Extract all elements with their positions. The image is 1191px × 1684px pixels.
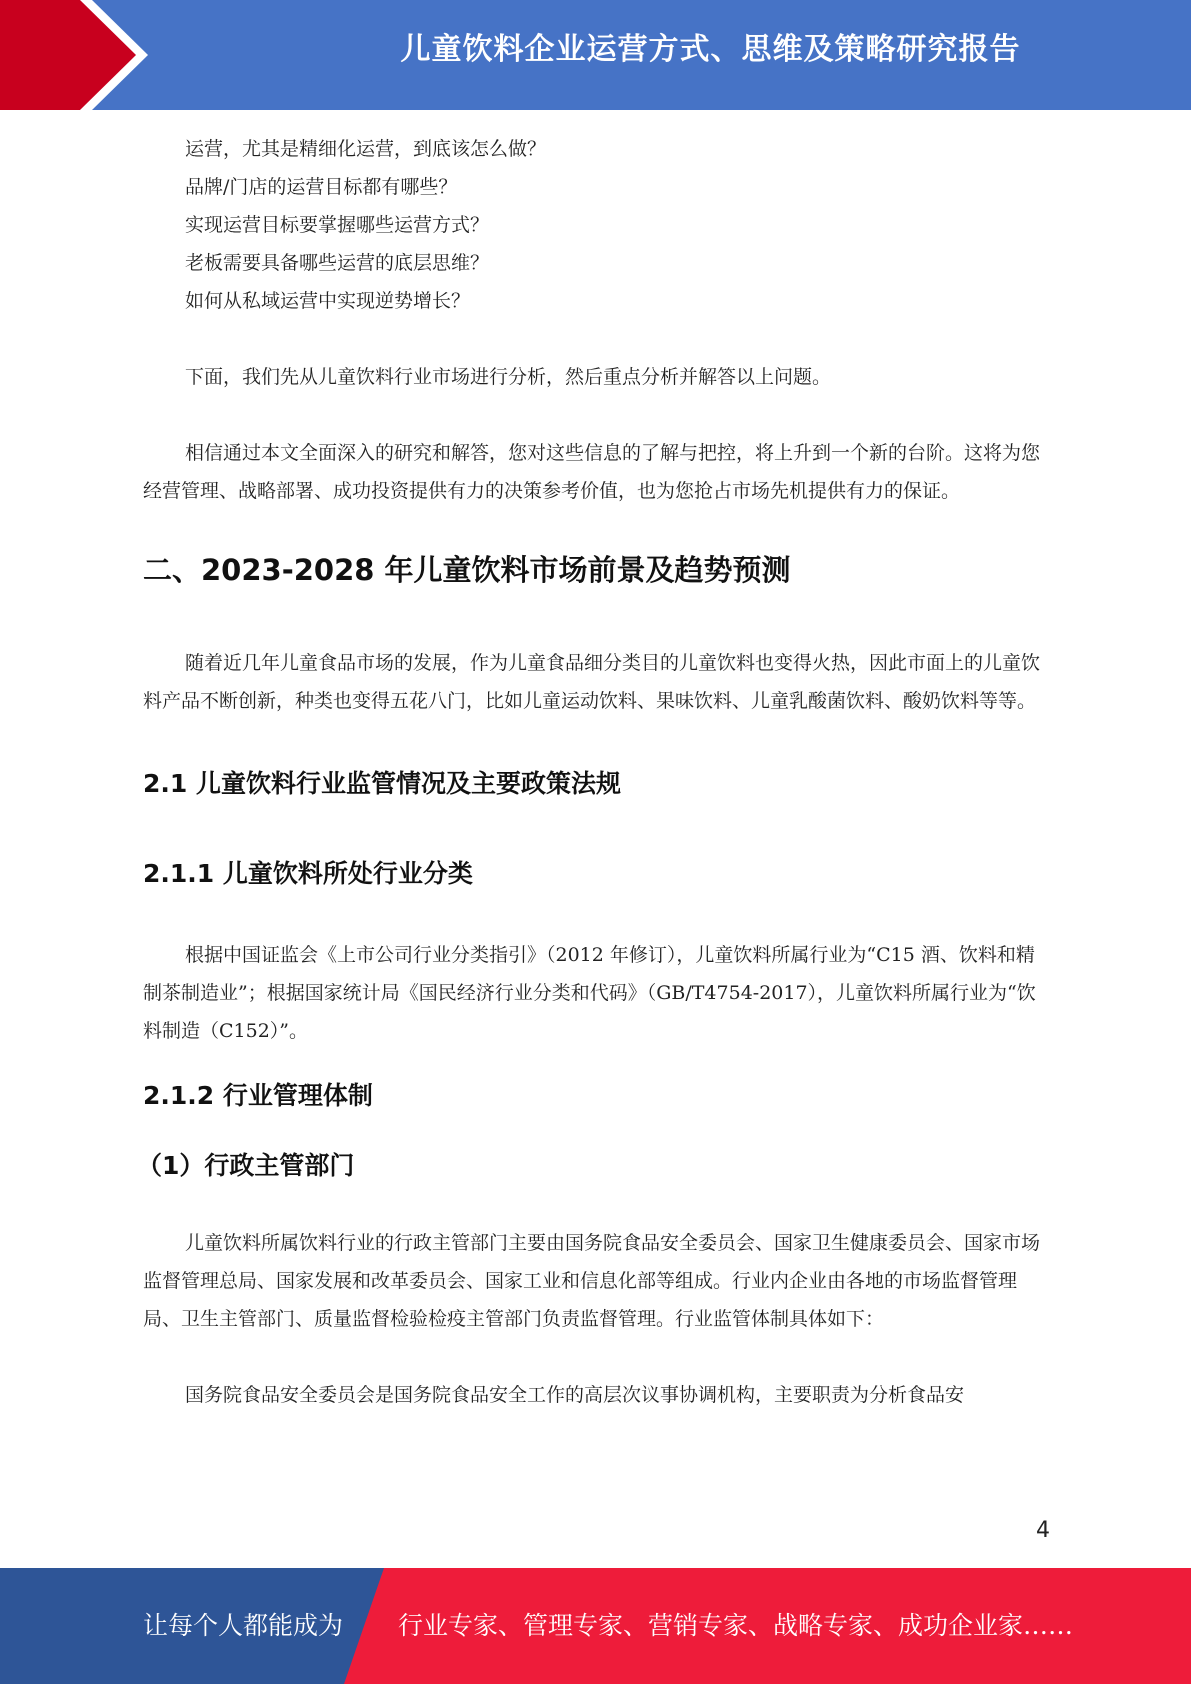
section-heading-2: 二、2023-2028 年儿童饮料市场前景及趋势预测 [143,553,791,587]
question-item: 品牌/门店的运营目标都有哪些？ [185,176,458,198]
heading-admin-departments: （1）行政主管部门 [137,1151,355,1180]
report-title: 儿童饮料企业运营方式、思维及策略研究报告 [400,32,1021,67]
subsection-heading-2-1-2: 2.1.2 行业管理体制 [143,1081,373,1110]
subsection-heading-2-1: 2.1 儿童饮料行业监管情况及主要政策法规 [143,769,621,798]
page-header [0,0,1191,110]
paragraph-council: 国务院食品安全委员会是国务院食品安全工作的高层次议事协调机构，主要职责为分析食品安 [185,1384,965,1406]
footer-slogan-left: 让每个人都能成为 [143,1611,344,1640]
question-item: 运营，尤其是精细化运营，到底该怎么做？ [185,138,547,160]
page-number: 4 [1036,1518,1050,1543]
question-item: 实现运营目标要掌握哪些运营方式？ [185,214,490,236]
paragraph-classification: 根据中国证监会《上市公司行业分类指引》（2012 年修订），儿童饮料所属行业为“C15 酒、饮料和精制茶制造业”；根据国家统计局《国民经济行业分类和代码》（GB/T4754-2017），儿童饮料所属行业为“饮料制造（C152）”。 [143,944,1036,1042]
question-item: 如何从私域运营中实现逆势增长？ [185,290,471,312]
paragraph-intro-value: 相信通过本文全面深入的研究和解答，您对这些信息的了解与把控，将上升到一个新的台阶。这将为您经营管理、战略部署、成功投资提供有力的决策参考价值，也为您抢占市场先机提供有力的保证。 [143,442,1041,502]
paragraph-market-dev: 随着近几年儿童食品市场的发展，作为儿童食品细分类目的儿童饮料也变得火热，因此市面上的儿童饮料产品不断创新，种类也变得五花八门，比如儿童运动饮料、果味饮料、儿童乳酸菌饮料、酸奶饮料等等。 [143,652,1041,712]
footer-slogan-right: 行业专家、管理专家、营销专家、战略专家、成功企业家…… [398,1611,1074,1640]
paragraph-authorities: 儿童饮料所属饮料行业的行政主管部门主要由国务院食品安全委员会、国家卫生健康委员会、国家市场监督管理总局、国家发展和改革委员会、国家工业和信息化部等组成。行业内企业由各地的市场监督管理局、卫生主管部门、质量监督检验检疫主管部门负责监督管理。行业监管体制具体如下： [143,1232,1041,1330]
page-footer [0,1568,1191,1684]
subsection-heading-2-1-1: 2.1.1 儿童饮料所处行业分类 [143,859,473,888]
header-chevron-icon [0,0,160,110]
paragraph-intro-next: 下面，我们先从儿童饮料行业市场进行分析，然后重点分析并解答以上问题。 [185,366,832,388]
question-item: 老板需要具备哪些运营的底层思维？ [185,252,490,274]
document-body [137,130,1048,1414]
